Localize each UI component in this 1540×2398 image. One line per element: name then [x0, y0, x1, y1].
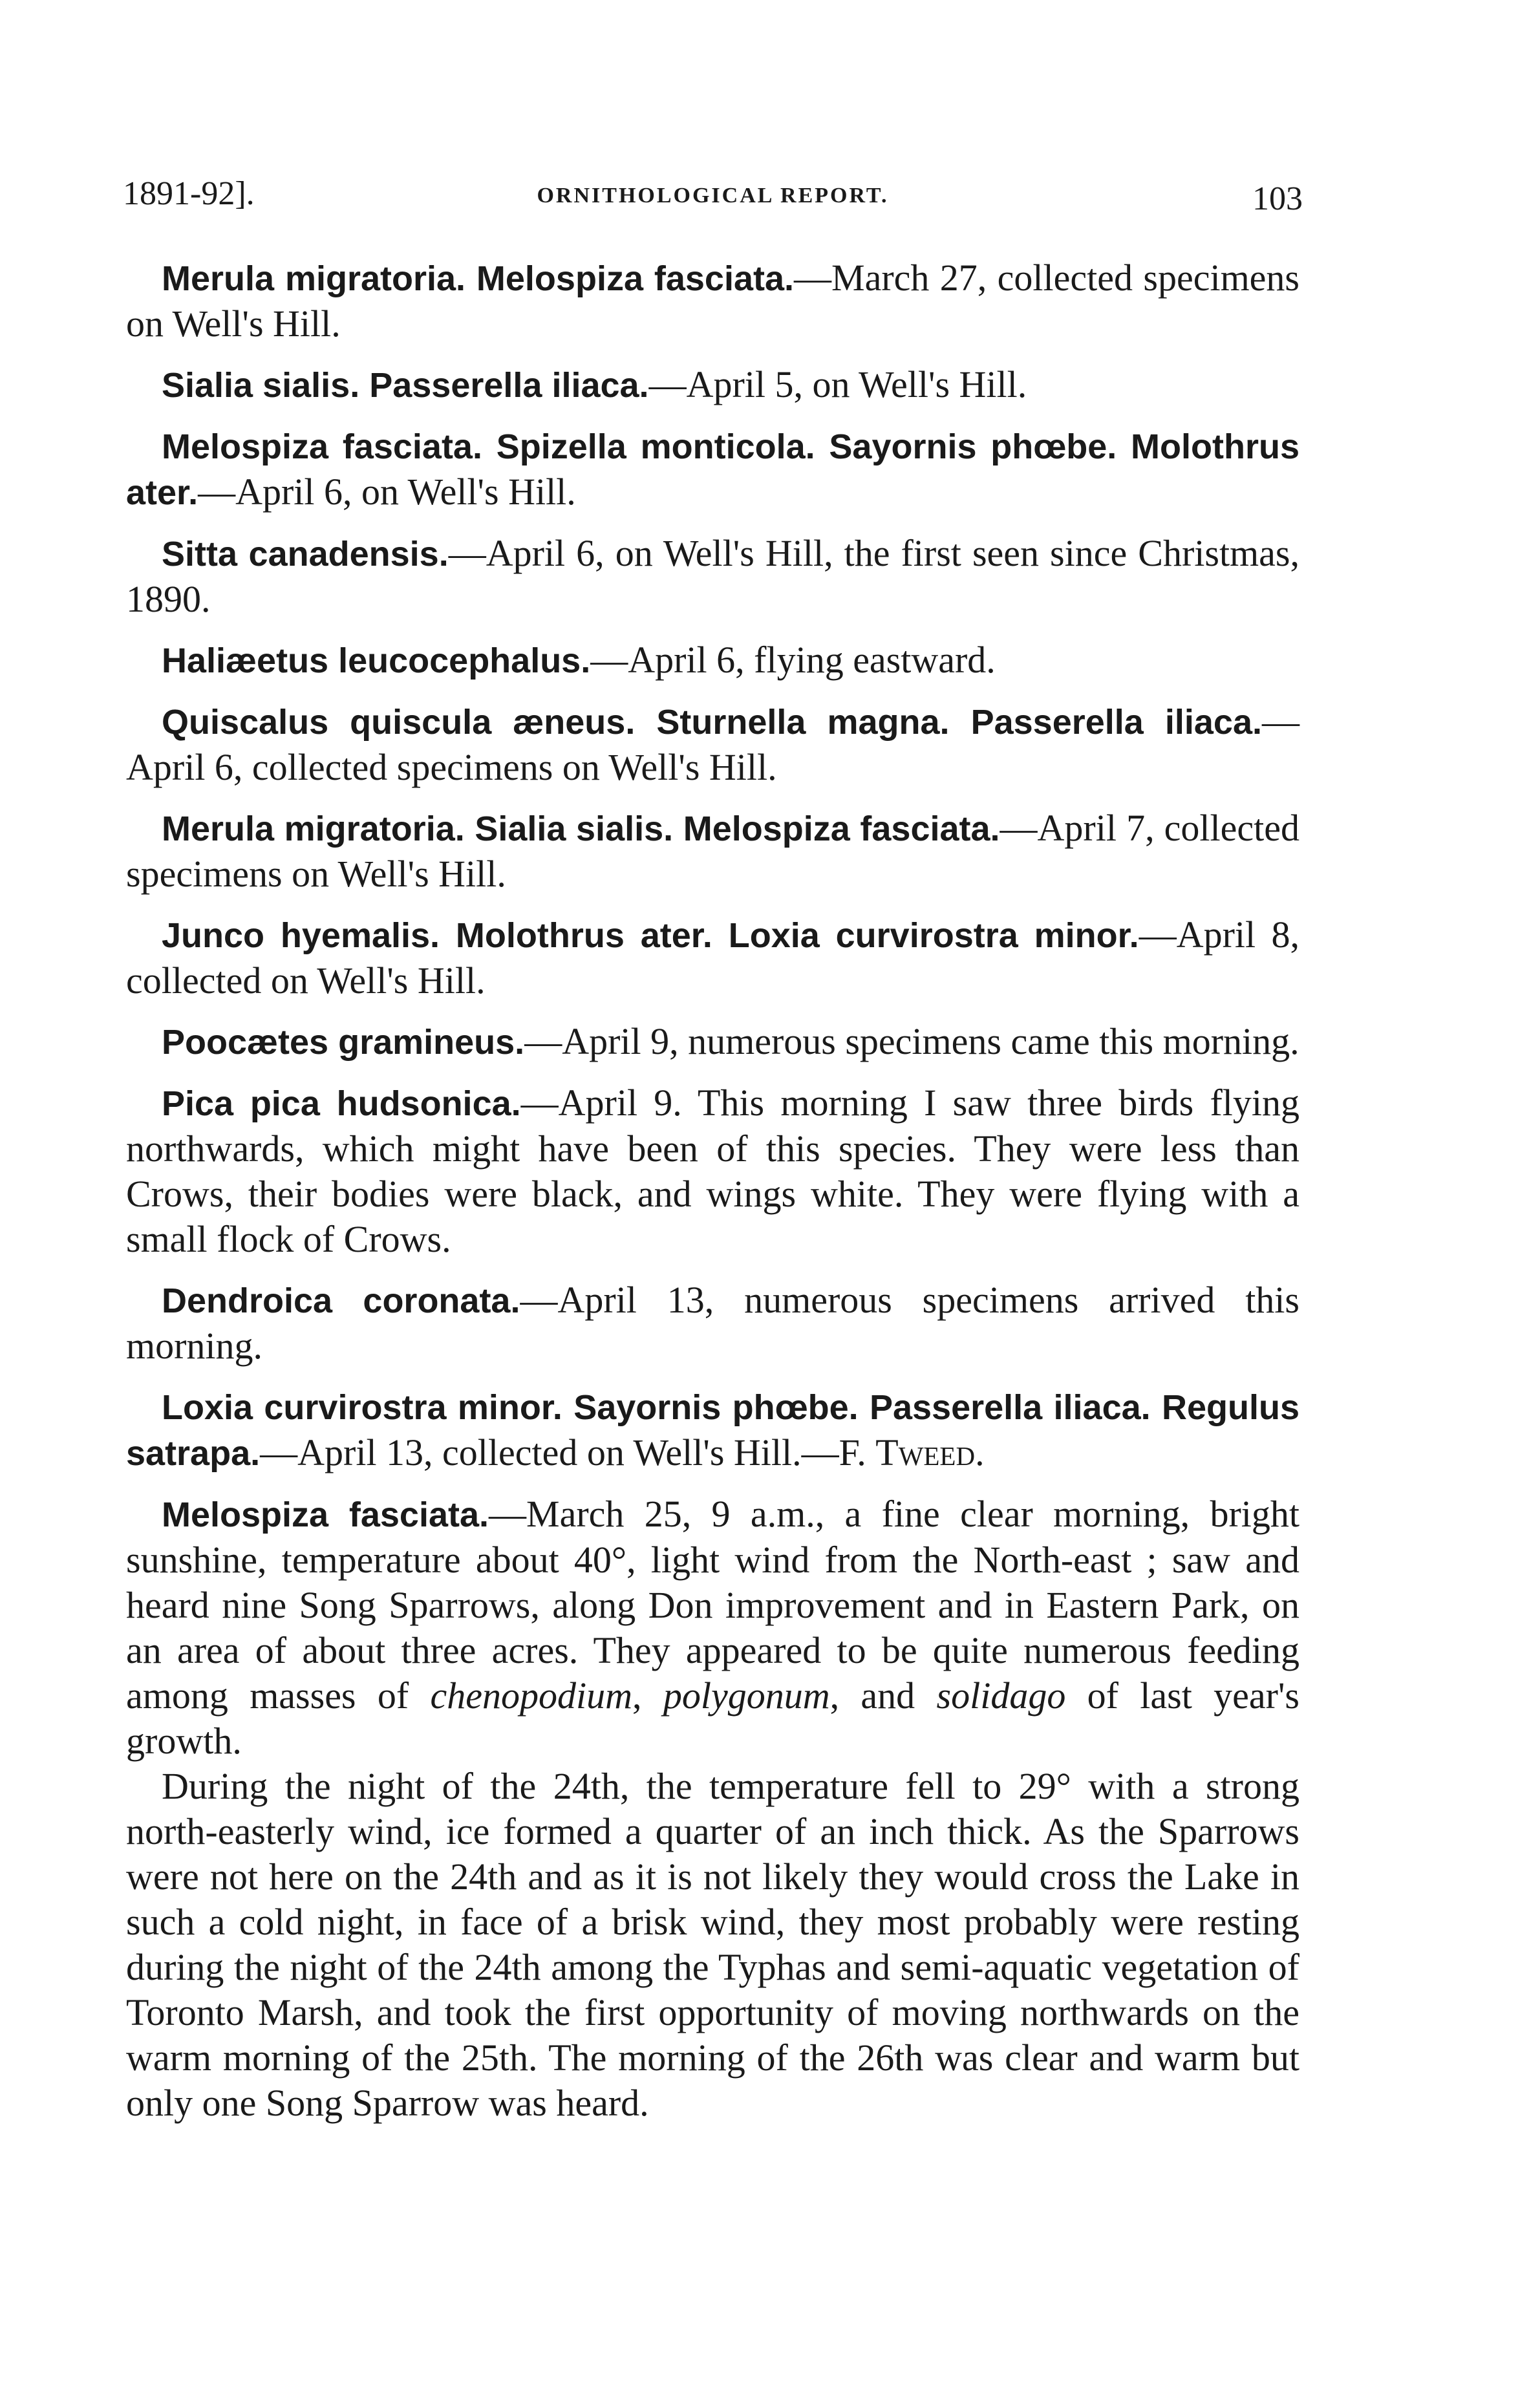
observation-text: of last year's growth.	[126, 1675, 1300, 1762]
species-names: Quiscalus quiscula æneus. Sturnella magna. Passerella iliaca.	[162, 703, 1262, 742]
observation-text: —April 5, on Well's Hill.	[648, 363, 1027, 405]
observation-entry	[126, 255, 1299, 347]
species-names: Merula migratoria. Melospiza fasciata.	[162, 259, 795, 298]
observation-text: —April 8, collected on Well's Hill.	[126, 914, 1299, 1001]
observation-entry	[126, 1019, 1299, 1065]
observation-entry	[126, 362, 1299, 408]
observation-text: —March 27, collected specimens on Well's Hill.	[126, 257, 1299, 345]
plant-name: solidago	[936, 1675, 1066, 1717]
species-names: Melospiza fasciata. Spizella monticola. Sayornis phœbe. Molothrus ater.	[126, 427, 1299, 512]
running-header	[123, 175, 1303, 226]
observation-text: —March 25, 9 a.m., a fine clear morning, bright sunshine, temperature about 40°, light wind from the North-east ; saw and heard nine Song Sparrows, along Don improvement and in Eastern Park, on an area of about three acres. They appeared to be quite numerous feeding among masses of	[126, 1493, 1299, 1717]
observation-entry	[126, 1278, 1299, 1369]
plant-name: chenopodium	[430, 1675, 632, 1717]
observation-text: —April 6, flying eastward.	[590, 639, 996, 681]
species-names: Dendroica coronata.	[162, 1281, 520, 1320]
observation-entry	[126, 1384, 1299, 1476]
species-names: Sialia sialis. Passerella iliaca.	[162, 366, 649, 405]
observation-text: —April 6, on Well's Hill.	[198, 471, 576, 513]
plant-name: polygonum	[663, 1675, 830, 1717]
species-names: Sitta canadensis.	[162, 535, 449, 573]
closing-paragraph: During the night of the 24th, the temperature fell to 29° with a strong north-easterly wind, ice formed a quarter of an inch thick. As the Sparrows were not here on the 24th and as it is not likely they would cross the Lake in such a cold night, in face of a brisk wind, they most probably were resting during the night of the 24th among the Typhas and semi-aquatic vegetation of Toronto Marsh, and took the first opportunity of moving northwards on the warm morning of the 25th. The morning of the 26th was clear and warm but only one Song Sparrow was heard.	[126, 1765, 1299, 2124]
species-names: Loxia curvirostra minor. Sayornis phœbe. Passerella iliaca. Regulus satrapa.	[126, 1388, 1299, 1473]
page-number: 103	[1252, 180, 1303, 217]
observation-text: —April 7, collected specimens on Well's Hill.	[126, 807, 1299, 895]
observation-text: —April 13, collected on Well's Hill.—F.	[260, 1431, 876, 1473]
header-date-range: 1891-92].	[123, 175, 255, 212]
species-names: Junco hyemalis. Molothrus ater. Loxia curvirostra minor.	[162, 916, 1139, 955]
species-names: Pica pica hudsonica.	[162, 1084, 521, 1123]
observation-entry	[126, 1080, 1299, 1262]
observation-entry	[126, 806, 1299, 897]
separator-text: ,	[632, 1675, 663, 1717]
observation-text: —April 13, numerous specimens arrived this morning.	[126, 1279, 1299, 1367]
observation-text: —April 6, on Well's Hill, the first seen since Christmas, 1890.	[126, 532, 1299, 620]
observation-entry	[126, 531, 1299, 622]
observation-text: —April 6, collected specimens on Well's Hill.	[126, 700, 1299, 788]
observation-text: —April 9, numerous specimens came this morning.	[524, 1020, 1299, 1062]
separator-text: , and	[829, 1675, 937, 1717]
observation-entry	[126, 912, 1299, 1003]
observation-entry	[126, 637, 1299, 683]
report-body	[126, 255, 1299, 2126]
observation-entry	[126, 423, 1299, 515]
author-signature: Tweed.	[875, 1431, 985, 1473]
species-names: Haliæetus leucocephalus.	[162, 641, 591, 680]
observation-text: —April 9. This morning I saw three birds flying northwards, which might have been of this species. They were less than Crows, their bodies were black, and wings white. They were flying with a small flock of Crows.	[126, 1082, 1299, 1260]
species-names: Poocætes gramineus.	[162, 1023, 525, 1062]
header-title: ORNITHOLOGICAL REPORT.	[537, 184, 889, 208]
observation-entry	[126, 699, 1299, 790]
melospiza-observation	[126, 1492, 1299, 1764]
species-names: Melospiza fasciata.	[162, 1495, 489, 1534]
species-names: Merula migratoria. Sialia sialis. Melospiza fasciata.	[162, 809, 1000, 848]
